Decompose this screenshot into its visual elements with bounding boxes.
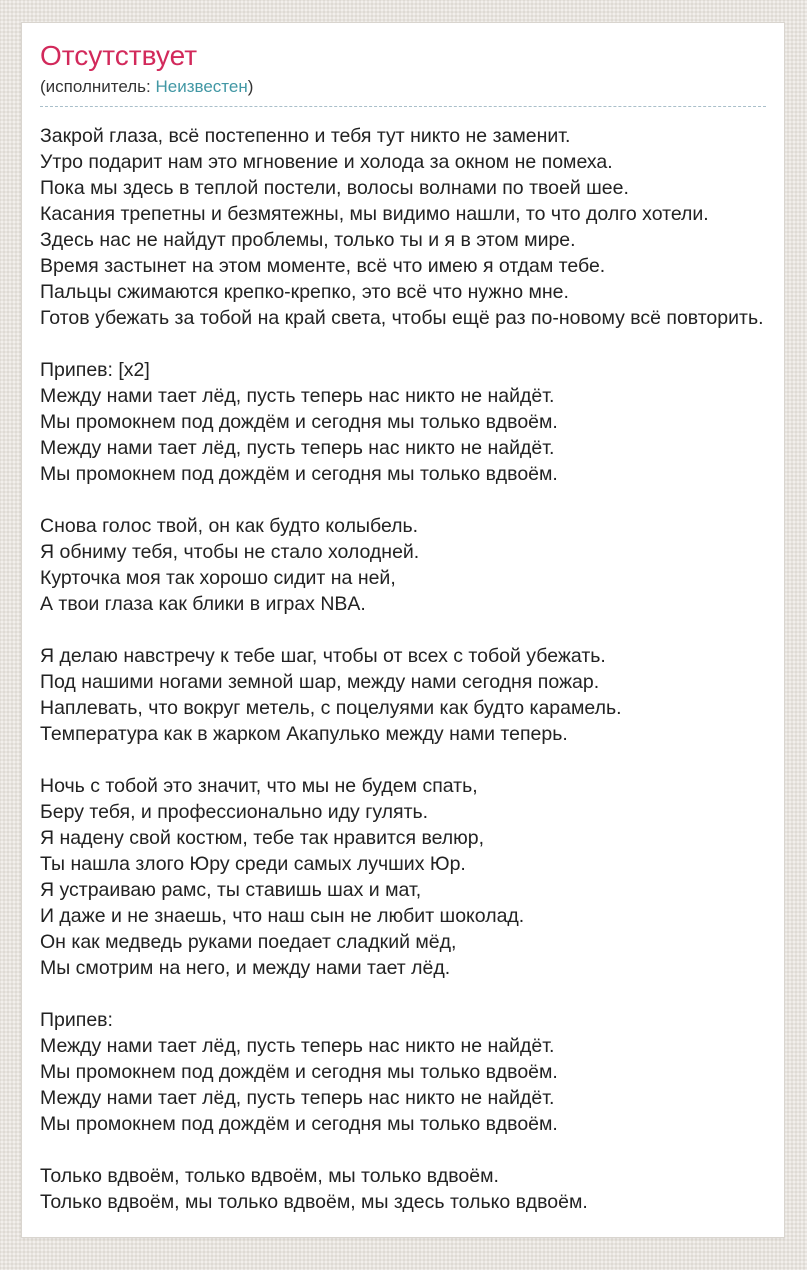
artist-suffix: ) xyxy=(247,77,254,97)
lyric-line: Пальцы сжимаются крепко-крепко, это всё что нужно мне. xyxy=(40,281,569,304)
lyric-line: Он как медведь руками поедает сладкий мёд, xyxy=(40,931,457,954)
lyric-line: Мы промокнем под дождём и сегодня мы только вдвоём. xyxy=(40,1113,558,1136)
lyric-line: Между нами тает лёд, пусть теперь нас никто не найдёт. xyxy=(40,1035,555,1058)
stanza xyxy=(40,643,766,747)
stanza xyxy=(40,357,766,487)
lyric-line: Только вдвоём, только вдвоём, мы только вдвоём. xyxy=(40,1165,499,1188)
lyric-line: Только вдвоём, мы только вдвоём, мы здесь только вдвоём. xyxy=(40,1191,588,1214)
stanza xyxy=(40,1007,766,1137)
lyric-line: Касания трепетны и безмятежны, мы видимо нашли, то что долго хотели. xyxy=(40,203,709,226)
song-title: Отсутствует xyxy=(40,40,198,71)
lyric-line: Пока мы здесь в теплой постели, волосы волнами по твоей шее. xyxy=(40,177,629,200)
lyrics-text xyxy=(40,123,766,1215)
lyric-line: Я устраиваю рамс, ты ставишь шах и мат, xyxy=(40,879,422,902)
lyric-line: Беру тебя, и профессионально иду гулять. xyxy=(40,801,429,824)
stanza xyxy=(40,123,766,331)
lyric-line: Ночь с тобой это значит, что мы не будем спать, xyxy=(40,775,478,798)
lyric-line: И даже и не знаешь, что наш сын не любит шоколад. xyxy=(40,905,525,928)
stanza xyxy=(40,513,766,617)
lyric-line: Между нами тает лёд, пусть теперь нас никто не найдёт. xyxy=(40,1087,555,1110)
lyric-line: Между нами тает лёд, пусть теперь нас никто не найдёт. xyxy=(40,437,555,460)
lyric-line: Припев: [x2] xyxy=(40,359,150,382)
artist-link[interactable]: Неизвестен xyxy=(155,77,248,97)
artist-prefix: (исполнитель: xyxy=(40,77,156,97)
lyric-line: Я делаю навстречу к тебе шаг, чтобы от всех с тобой убежать. xyxy=(40,645,606,668)
lyric-line: Ты нашла злого Юру среди самых лучших Юр. xyxy=(40,853,466,876)
lyric-line: Мы промокнем под дождём и сегодня мы только вдвоём. xyxy=(40,463,558,486)
lyric-line: Мы промокнем под дождём и сегодня мы только вдвоём. xyxy=(40,1061,558,1084)
lyric-line: Утро подарит нам это мгновение и холода за окном не помеха. xyxy=(40,151,613,174)
lyric-line: Время застынет на этом моменте, всё что имею я отдам тебе. xyxy=(40,255,606,278)
lyric-line: Я обниму тебя, чтобы не стало холодней. xyxy=(40,541,420,564)
lyric-line: Снова голос твой, он как будто колыбель. xyxy=(40,515,419,538)
lyric-line: Я надену свой костюм, тебе так нравится велюр, xyxy=(40,827,485,850)
lyric-line: Мы смотрим на него, и между нами тает лёд. xyxy=(40,957,451,980)
lyric-line: Готов убежать за тобой на край света, чтобы ещё раз по-новому всё повторить. xyxy=(40,307,764,330)
lyric-line: Между нами тает лёд, пусть теперь нас никто не найдёт. xyxy=(40,385,555,408)
stanza xyxy=(40,1163,766,1215)
lyric-line: Курточка моя так хорошо сидит на ней, xyxy=(40,567,396,590)
lyric-line: Мы промокнем под дождём и сегодня мы только вдвоём. xyxy=(40,411,558,434)
lyrics-card xyxy=(21,22,785,1238)
lyric-line: А твои глаза как блики в играх NBA. xyxy=(40,593,366,616)
lyric-line: Закрой глаза, всё постепенно и тебя тут никто не заменит. xyxy=(40,125,571,148)
artist-line xyxy=(40,77,766,107)
lyric-line: Здесь нас не найдут проблемы, только ты и я в этом мире. xyxy=(40,229,576,252)
stanza xyxy=(40,773,766,981)
lyric-line: Температура как в жарком Акапулько между нами теперь. xyxy=(40,723,568,746)
lyric-line: Под нашими ногами земной шар, между нами сегодня пожар. xyxy=(40,671,600,694)
lyric-line: Наплевать, что вокруг метель, с поцелуями как будто карамель. xyxy=(40,697,622,720)
lyric-line: Припев: xyxy=(40,1009,113,1032)
